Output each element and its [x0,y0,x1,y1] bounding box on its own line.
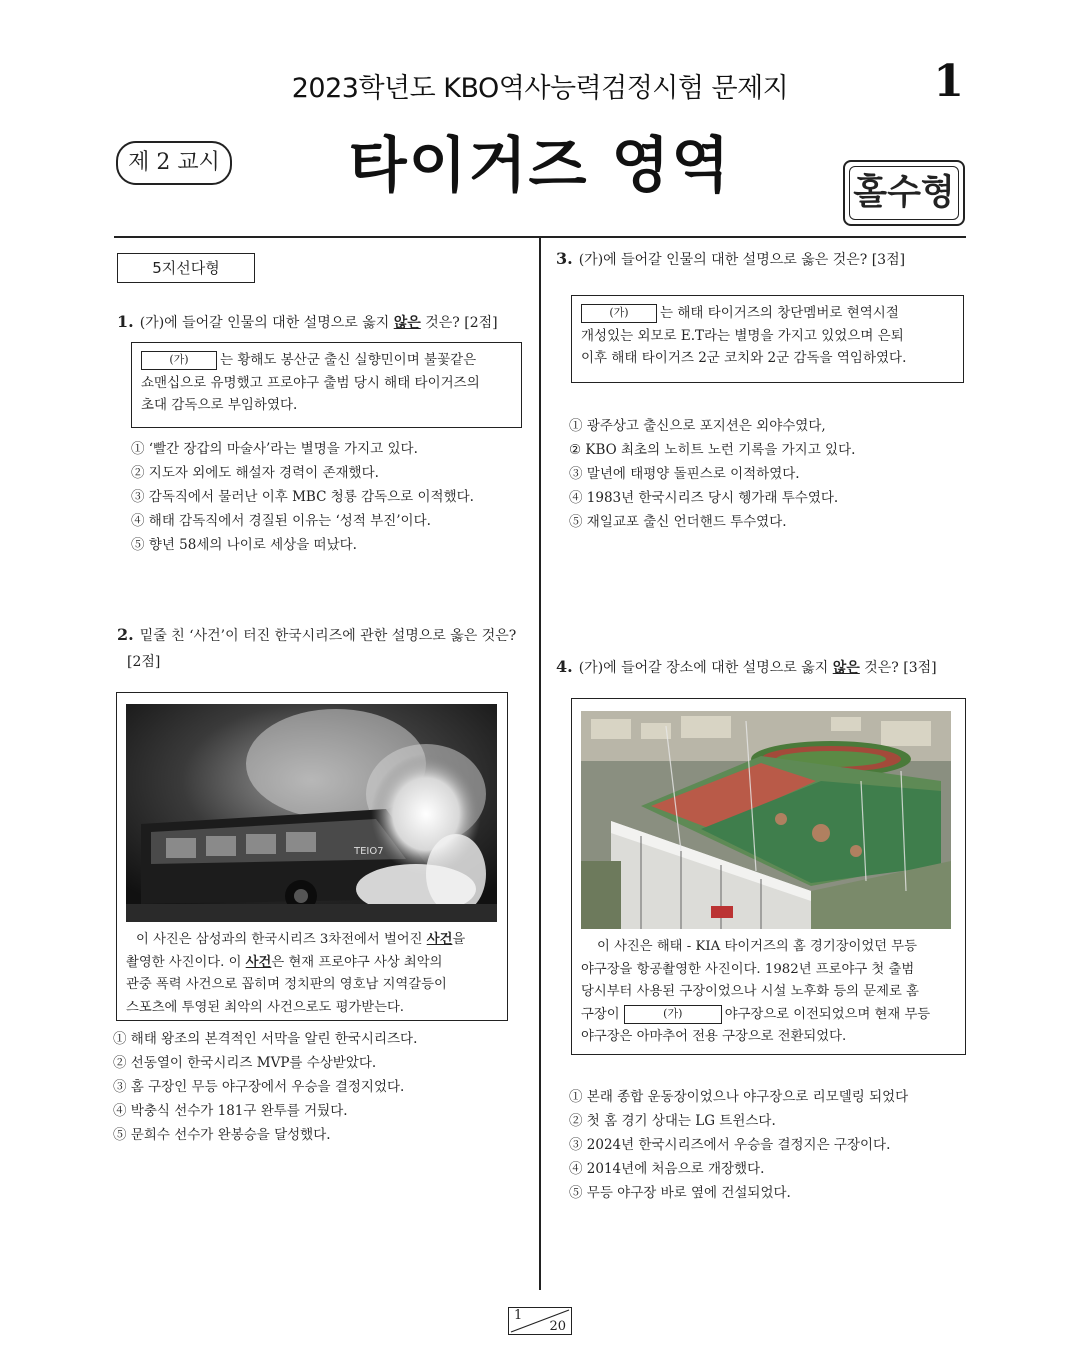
stadium-aerial-photo [581,711,951,929]
answer-option[interactable]: ③ 말년에 태평양 돌핀스로 이적하였다. [569,466,800,482]
question-3-passage: (가) 는 해태 타이거즈의 창단멤버로 현역시절 개성있는 외모로 E.T라는 별명을 가지고 있었으며 은퇴 이후 해태 타이거즈 2군 코치와 2군 감독을 역임하였다. [571,295,964,383]
column-divider [539,236,541,1290]
answer-option[interactable]: ⑤ 무등 야구장 바로 옆에 건설되었다. [569,1185,791,1201]
question-4-options [569,1085,969,1205]
svg-text:TEIO7: TEIO7 [354,846,384,857]
page-number: 1 [933,56,964,107]
page-indicator [508,1307,572,1335]
answer-option[interactable]: ① 광주상고 출신으로 포지션은 외야수였다, [569,418,826,434]
blank-box: (가) [581,304,657,323]
answer-option[interactable]: ② 첫 홈 경기 상대는 LG 트윈스다. [569,1113,776,1129]
emphasis: 사건 [426,932,453,947]
question-1-options [131,437,531,557]
answer-option[interactable]: ② 선동열이 한국시리즈 MVP를 수상받았다. [113,1055,377,1071]
question-2-stem: 2. 밑줄 친 ‘사건’이 터진 한국시리즈에 관한 설명으로 옳은 것은? [2점] [117,625,517,670]
question-3-stem: 3. (가)에 들어갈 인물의 대한 설명으로 옳은 것은? [3점] [556,249,906,268]
answer-option[interactable]: ④ 박충식 선수가 181구 완투를 거뒀다. [113,1103,348,1119]
emphasis: 않은 [393,315,421,331]
question-number: 1. [117,312,134,331]
answer-option[interactable]: ① 본래 종합 운동장이었으나 야구장으로 리모델링 되었다 [569,1089,909,1105]
form-type-badge [843,160,965,226]
question-number: 4. [556,657,573,676]
question-2-options [113,1027,533,1147]
period-badge: 제 2 교시 [116,141,232,185]
section-label: 5지선다형 [117,253,255,283]
question-number: 2. [117,625,134,644]
answer-option[interactable]: ④ 2014년에 처음으로 개장했다. [569,1161,765,1177]
answer-option[interactable]: ② KBO 최초의 노히트 노런 기록을 가지고 있다. [569,442,856,458]
subject-title: 타이거즈 영역 [348,131,732,201]
bus-fire-photo [126,704,497,922]
answer-option[interactable]: ③ 감독직에서 물러난 이후 MBC 청룡 감독으로 이적했다. [131,489,474,505]
question-1-stem: 1. (가)에 들어갈 인물의 대한 설명으로 옳지 않은 것은? [2점] [117,312,498,331]
answer-option[interactable]: ① 해태 왕조의 본격적인 서막을 알린 한국시리즈다. [113,1031,418,1047]
question-4-caption: 이 사진은 해태 - KIA 타이거즈의 홈 경기장이었던 무등 야구장을 항공촬영한 사진이다. 1982년 프로야구 첫 출범 당시부터 사용된 구장이었으나 시설 노후화 등의 문제로 홈 구장이 (가) 야구장으로 이전되었으며 현재 무등 야구장은 아마추어 전용 구장으로 전환되었다. [581,939,931,1044]
blank-box: (가) [624,1005,722,1024]
answer-option[interactable]: ③ 2024년 한국시리즈에서 우승을 결정지은 구장이다. [569,1137,891,1153]
answer-option[interactable]: ④ 해태 감독직에서 경질된 이유는 ‘성적 부진’이다. [131,513,431,529]
answer-option[interactable]: ① ‘빨간 장갑의 마술사’라는 별명을 가지고 있다. [131,441,418,457]
exam-title: 2023학년도 KBO역사능력검정시험 문제지 [291,73,789,104]
answer-option[interactable]: ⑤ 문희수 선수가 완봉승을 달성했다. [113,1127,331,1143]
answer-option[interactable]: ③ 홈 구장인 무등 야구장에서 우승을 결정지었다. [113,1079,405,1095]
question-number: 3. [556,249,573,268]
form-type-label: 홀수형 [849,166,959,220]
question-3-options [569,414,969,534]
emphasis: 않은 [832,660,860,676]
question-2-caption: 이 사진은 삼성과의 한국시리즈 3차전에서 벌어진 사건을 촬영한 사진이다. 이 사건은 현재 프로야구 사상 최악의 관중 폭력 사건으로 꼽히며 정치판의 영호남 지역갈등이 스포츠에 투영된 최악의 사건으로도 평가받는다. [126,932,466,1015]
emphasis: 사건 [245,954,272,970]
answer-option[interactable]: ② 지도자 외에도 해설자 경력이 존재했다. [131,465,379,481]
answer-option[interactable]: ⑤ 재일교포 출신 언더핸드 투수였다. [569,514,787,530]
question-1-passage: (가) 는 황해도 봉산군 출신 실향민이며 불꽃같은 쇼맨십으로 유명했고 프로야구 출범 당시 해태 타이거즈의 초대 감독으로 부임하였다. [131,342,522,428]
page-current: 1 [514,1308,523,1323]
question-4-stem: 4. (가)에 들어갈 장소에 대한 설명으로 옳지 않은 것은? [3점] [556,657,937,676]
answer-option[interactable]: ⑤ 향년 58세의 나이로 세상을 떠났다. [131,537,357,553]
blank-box: (가) [141,351,217,370]
page-total: 20 [549,1319,566,1334]
answer-option[interactable]: ④ 1983년 한국시리즈 당시 헹가래 투수였다. [569,490,839,506]
